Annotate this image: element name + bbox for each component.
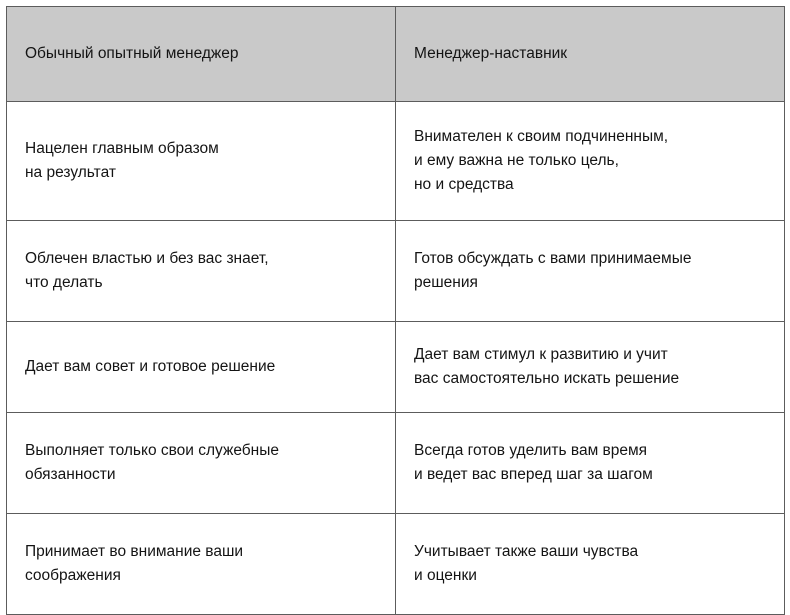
cell-text-line: Внимателен к своим подчиненным, <box>414 127 669 145</box>
table-header <box>7 7 785 102</box>
cell-text-line: на результат <box>25 164 116 181</box>
table-cell-right <box>396 322 785 413</box>
table-cell-right <box>396 102 785 221</box>
cell-text-line: что делать <box>25 274 103 291</box>
cell-text-line: обязанности <box>25 466 116 483</box>
table-cell-left <box>7 102 396 221</box>
cell-text-line: Учитывает также ваши чувства <box>414 542 639 560</box>
column-header-mentor-manager: Менеджер-наставник <box>396 7 785 102</box>
cell-text-line: и ведет вас вперед шаг за шагом <box>414 466 653 483</box>
table-cell-left <box>7 221 396 322</box>
cell-text-line: Готов обсуждать с вами принимаемые <box>414 249 692 267</box>
table-cell-right <box>396 514 785 615</box>
table-row <box>7 102 785 221</box>
cell-text-line: Дает вам совет и готовое решение <box>25 357 276 375</box>
cell-text-line: Выполняет только свои служебные <box>25 441 279 459</box>
cell-text-line: соображения <box>25 567 121 584</box>
table-row <box>7 514 785 615</box>
cell-text-line: но и средства <box>414 176 514 193</box>
column-header-ordinary-manager: Обычный опытный менеджер <box>7 7 396 102</box>
cell-text-line: Облечен властью и без вас знает, <box>25 249 269 267</box>
cell-text-line: вас самостоятельно искать решение <box>414 370 680 387</box>
table-row <box>7 221 785 322</box>
comparison-table-container <box>0 6 790 584</box>
table-cell-left <box>7 413 396 514</box>
cell-text-line: и оценки <box>414 567 477 584</box>
comparison-table <box>6 6 785 615</box>
table-cell-left <box>7 514 396 615</box>
table-header-row <box>7 7 785 102</box>
cell-text-line: Всегда готов уделить вам время <box>414 441 648 459</box>
cell-text-line: Принимает во внимание ваши <box>25 542 244 560</box>
table-row <box>7 322 785 413</box>
cell-text-line: и ему важна не только цель, <box>414 151 619 169</box>
table-body <box>7 102 785 615</box>
table-cell-right <box>396 221 785 322</box>
cell-text-line: Нацелен главным образом <box>25 139 219 157</box>
table-cell-left <box>7 322 396 413</box>
table-row <box>7 413 785 514</box>
cell-text-line: Дает вам стимул к развитию и учит <box>414 345 668 363</box>
cell-text-line: решения <box>414 274 478 291</box>
table-cell-right <box>396 413 785 514</box>
